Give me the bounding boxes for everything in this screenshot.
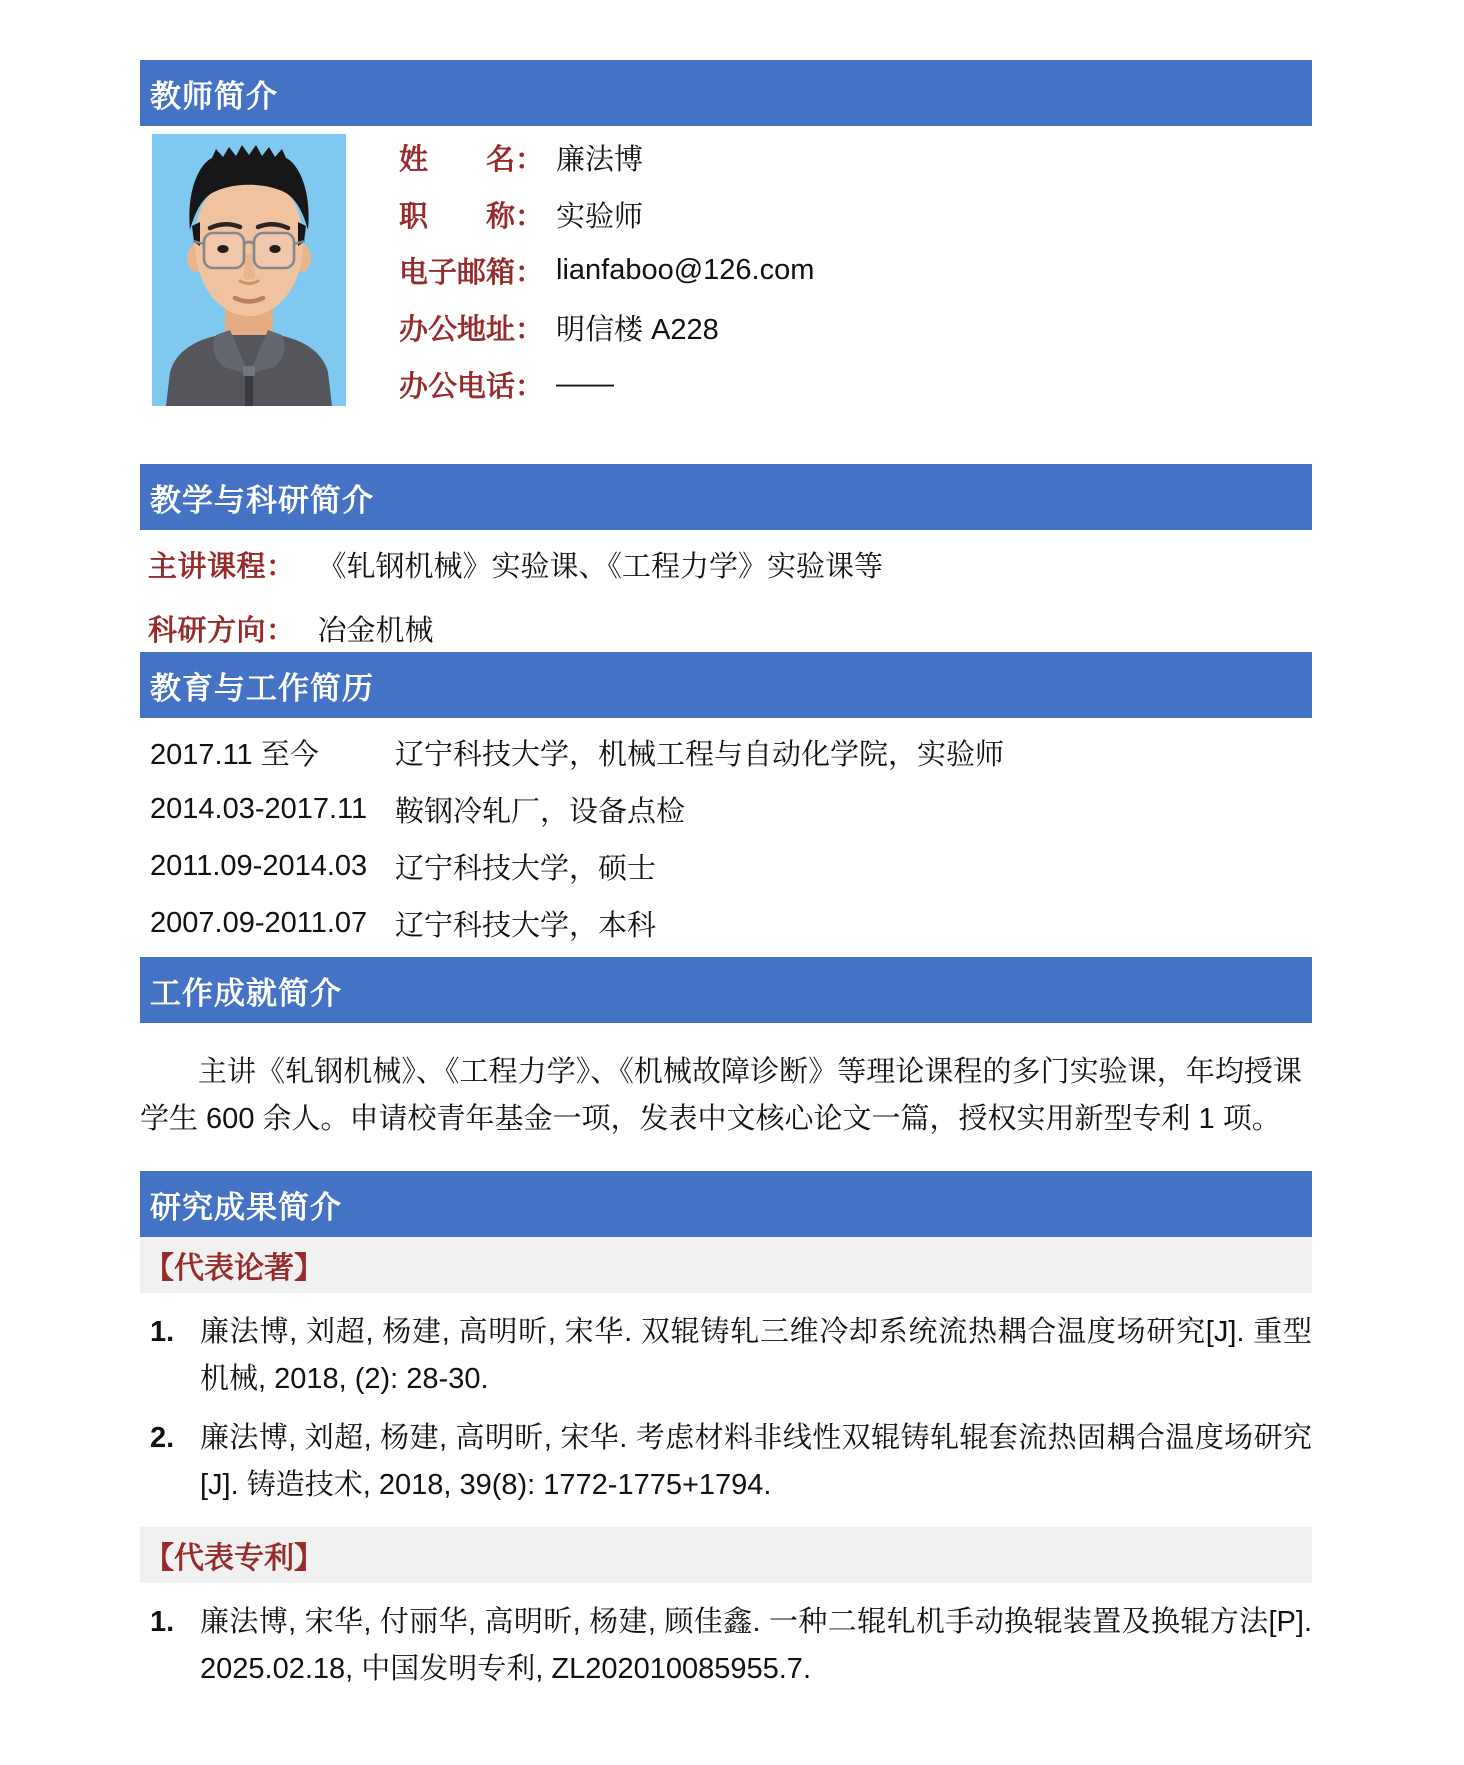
field-label-office: 办公地址： xyxy=(399,314,545,347)
profile-field-office xyxy=(399,306,814,350)
timeline-description: 辽宁科技大学，机械工程与自动化学院，实验师 xyxy=(395,738,1005,771)
id-photo-illustration xyxy=(152,134,346,406)
teaching-research-fields xyxy=(140,542,1312,650)
timeline-row xyxy=(140,789,1312,829)
timeline-description: 辽宁科技大学，硕士 xyxy=(395,852,657,885)
publications-list xyxy=(140,1309,1312,1509)
timeline-description: 鞍钢冷轧厂，设备点检 xyxy=(395,795,686,828)
field-value-title: 实验师 xyxy=(556,200,644,233)
patent-item xyxy=(140,1599,1312,1693)
achievements-paragraph: 主讲《轧钢机械》、《工程力学》、《机械故障诊断》等理论课程的多门实验课，年均授课学生 600 余人。申请校青年基金一项，发表中文核心论文一篇，授权实用新型专利 1 项。 xyxy=(140,1056,1302,1135)
timeline-description: 辽宁科技大学，本科 xyxy=(395,909,657,942)
education-work-timeline xyxy=(140,732,1312,943)
section-title-teacher-intro: 教师简介 xyxy=(150,78,278,114)
publication-item xyxy=(140,1415,1312,1509)
section-title-achievements: 工作成就简介 xyxy=(150,975,342,1011)
field-value-email: lianfaboo@126.com xyxy=(556,254,815,287)
section-title-education-work: 教育与工作简历 xyxy=(150,670,374,706)
field-label-research-direction: 科研方向： xyxy=(148,614,296,647)
timeline-period: 2011.09-2014.03 xyxy=(150,849,368,882)
course-row-research-direction xyxy=(140,606,1312,650)
publication-number: 2. xyxy=(150,1422,175,1454)
timeline-row xyxy=(140,903,1312,943)
section-banner-education-work xyxy=(140,652,1312,718)
profile-field-email xyxy=(399,249,814,293)
field-label-email: 电子邮箱： xyxy=(399,257,545,290)
field-label-phone: 办公电话： xyxy=(399,370,545,403)
field-label-name: 姓 名： xyxy=(399,144,545,177)
section-banner-teacher-intro xyxy=(140,60,1312,126)
profile-field-phone xyxy=(399,362,814,406)
field-value-phone: —— xyxy=(556,367,615,400)
timeline-period: 2017.11 至今 xyxy=(150,738,319,771)
section-title-teaching-research: 教学与科研简介 xyxy=(150,482,374,518)
timeline-period: 2007.09-2011.07 xyxy=(150,906,368,939)
profile-section xyxy=(152,134,1312,406)
section-title-research-results: 研究成果简介 xyxy=(150,1189,342,1225)
patent-number: 1. xyxy=(150,1606,175,1638)
field-value-main-courses: 《轧钢机械》实验课、《工程力学》实验课等 xyxy=(317,550,884,583)
content-container xyxy=(140,0,1312,1693)
field-value-name: 廉法博 xyxy=(556,144,644,177)
timeline-period: 2014.03-2017.11 xyxy=(150,792,368,825)
subsection-band-publications xyxy=(140,1237,1312,1293)
subsection-band-patents xyxy=(140,1527,1312,1583)
profile-photo xyxy=(152,134,346,406)
section-banner-research-results xyxy=(140,1171,1312,1237)
publication-text: 廉法博, 刘超, 杨建, 高明昕, 宋华. 考虑材料非线性双辊铸轧辊套流热固耦合温度场研究[J]. 铸造技术, 2018, 39(8): 1772-1775+1794. xyxy=(200,1422,1312,1501)
profile-field-name xyxy=(399,136,814,180)
field-label-main-courses: 主讲课程： xyxy=(148,550,296,583)
subsection-heading-patents: 【代表专利】 xyxy=(144,1542,324,1575)
subsection-heading-publications: 【代表论著】 xyxy=(144,1252,324,1285)
course-row-main-courses xyxy=(140,542,1312,586)
field-value-office: 明信楼 A228 xyxy=(556,314,719,347)
patents-list xyxy=(140,1599,1312,1693)
profile-field-title xyxy=(399,193,814,237)
timeline-row xyxy=(140,732,1312,772)
publication-number: 1. xyxy=(150,1316,175,1348)
section-banner-teaching-research xyxy=(140,464,1312,530)
profile-fields xyxy=(399,134,814,406)
publication-text: 廉法博, 刘超, 杨建, 高明昕, 宋华. 双辊铸轧三维冷却系统流热耦合温度场研究[J]. 重型机械, 2018, (2): 28-30. xyxy=(200,1316,1312,1395)
patent-text: 廉法博, 宋华, 付丽华, 高明昕, 杨建, 顾佳鑫. 一种二辊轧机手动换辊装置及换辊方法[P]. 2025.02.18, 中国发明专利, ZL202010085955.7. xyxy=(200,1606,1312,1685)
publication-item xyxy=(140,1309,1312,1403)
field-value-research-direction: 冶金机械 xyxy=(317,614,434,647)
section-banner-achievements xyxy=(140,957,1312,1023)
field-label-title: 职 称： xyxy=(399,200,545,233)
timeline-row xyxy=(140,846,1312,886)
